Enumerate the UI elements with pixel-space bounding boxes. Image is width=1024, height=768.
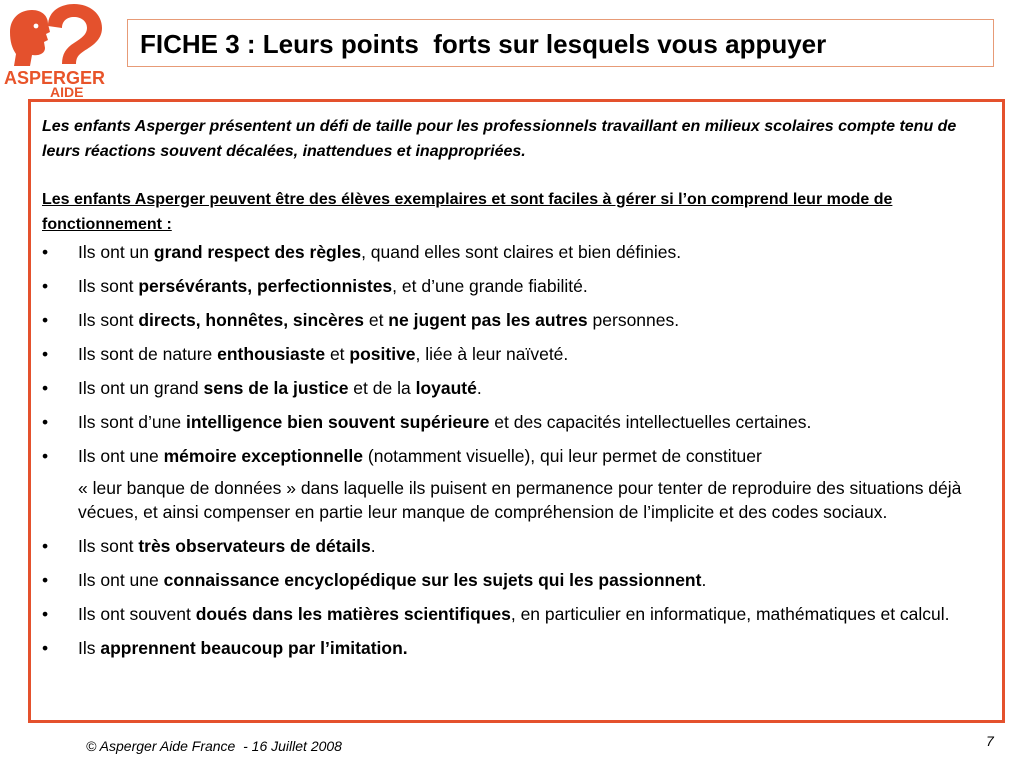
list-item: • Ils sont persévérants, perfectionnistes, et d’une grande fiabilité. [42, 276, 588, 296]
lead-paragraph: Les enfants Asperger peuvent être des élèves exemplaires et sont faciles à gérer si l’on comprend leur mode de fonctionnement : [42, 191, 893, 233]
bullet-glyph: • [42, 412, 49, 432]
bullet-glyph: • [42, 276, 49, 296]
intro-paragraph: Les enfants Asperger présentent un défi de taille pour les professionnels travaillant en milieux scolaires compte tenu de leurs réactions souvent décalées, inattendues et inappropriées. [42, 118, 957, 160]
strengths-list-continued [42, 534, 994, 660]
content-box [28, 99, 1005, 723]
bullet-glyph: • [42, 570, 49, 590]
list-item: • Ils ont un grand respect des règles, quand elles sont claires et bien définies. [42, 242, 682, 262]
bullet-glyph: • [42, 604, 49, 624]
logo-text-asperger: ASPERGER [4, 68, 106, 88]
content-body [42, 114, 994, 670]
list-item: • Ils ont un grand sens de la justice et de la loyauté. [42, 378, 482, 398]
footer-copyright: © Asperger Aide France - 16 Juillet 2008 [86, 738, 342, 754]
bullet-glyph: • [42, 638, 49, 658]
title-box [127, 19, 994, 67]
bullet-glyph: • [42, 242, 49, 262]
list-item: • Ils apprennent beaucoup par l’imitation. [42, 638, 408, 658]
asperger-aide-logo [2, 2, 120, 100]
bullet-glyph: • [42, 446, 49, 466]
list-item: • Ils sont très observateurs de détails. [42, 536, 376, 556]
logo-text-aide: AIDE [50, 84, 84, 100]
bullet-glyph: • [42, 310, 49, 330]
page-number: 7 [986, 733, 994, 749]
list-item: • Ils sont directs, honnêtes, sincères et ne jugent pas les autres personnes. [42, 310, 680, 330]
list-item: • Ils ont souvent doués dans les matières scientifiques, en particulier en informatique, mathématiques et calcul. [42, 604, 950, 624]
page-title: FICHE 3 : Leurs points forts sur lesquels vous appuyer [140, 29, 827, 59]
strengths-list [42, 240, 994, 468]
list-item: • Ils ont une connaissance encyclopédique sur les sujets qui les passionnent. [42, 570, 707, 590]
list-item: • Ils sont d’une intelligence bien souvent supérieure et des capacités intellectuelles certaines. [42, 412, 812, 432]
bullet-glyph: • [42, 344, 49, 364]
memory-continuation: « leur banque de données » dans laquelle ils puisent en permanence pour tenter de reproduire des situations déjà vécues, et ainsi compenser en partie leur manque de compréhension de l’implicite et des codes sociaux. [78, 478, 962, 522]
bullet-glyph: • [42, 378, 49, 398]
list-item: • Ils ont une mémoire exceptionnelle (notamment visuelle), qui leur permet de constituer [42, 446, 762, 466]
bullet-glyph: • [42, 536, 49, 556]
list-item: • Ils sont de nature enthousiaste et positive, liée à leur naïveté. [42, 344, 569, 364]
question-face-icon [2, 2, 120, 72]
